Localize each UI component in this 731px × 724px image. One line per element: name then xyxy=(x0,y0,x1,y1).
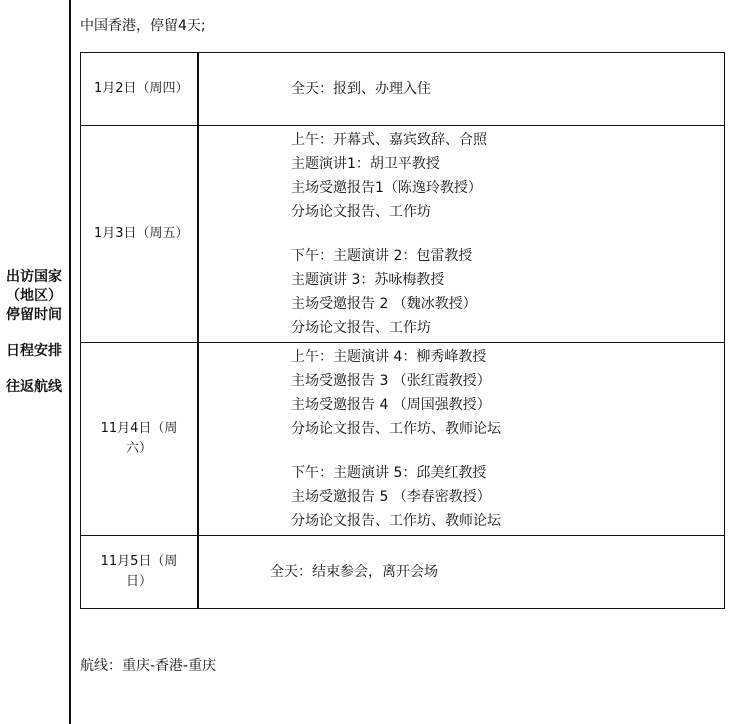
schedule-line: 分场论文报告、工作坊、教师论坛 xyxy=(291,421,501,437)
schedule-line: 主场受邀报告1（陈逸玲教授） xyxy=(291,180,482,196)
table-row xyxy=(81,126,725,343)
schedule-line: 主题演讲 3：苏咏梅教授 xyxy=(291,272,445,288)
date-cell xyxy=(81,53,199,126)
date-cell xyxy=(81,126,199,343)
schedule-line: 下午：主题演讲 5：邱美红教授 xyxy=(291,465,487,481)
content-cell xyxy=(198,536,725,609)
schedule-line: 全天：报到、办理入住 xyxy=(291,81,431,97)
left-label-text xyxy=(4,268,64,414)
label-schedule: 日程安排 xyxy=(6,343,62,359)
schedule-line: 分场论文报告、工作坊、教师论坛 xyxy=(291,513,501,529)
schedule-line: 全天：结束参会，离开会场 xyxy=(270,564,438,580)
schedule-line: 上午：开幕式、嘉宾致辞、合照 xyxy=(291,132,487,148)
date-cell xyxy=(81,536,199,609)
schedule-line: 分场论文报告、工作坊 xyxy=(291,320,431,336)
schedule-line: 主场受邀报告 3 （张红霞教授） xyxy=(291,373,491,389)
content-cell xyxy=(198,343,725,536)
stay-duration-text: 中国香港，停留4天; xyxy=(80,18,206,34)
route-text: 航线：重庆-香港-重庆 xyxy=(80,658,217,674)
date-label: 11月4日（周六） xyxy=(100,421,178,456)
table-row xyxy=(81,53,725,126)
content-cell xyxy=(198,126,725,343)
left-label-column xyxy=(0,0,71,724)
spacer xyxy=(291,441,724,461)
schedule-line: 主场受邀报告 2 （魏冰教授） xyxy=(291,296,477,312)
schedule-table xyxy=(80,52,725,609)
table-row xyxy=(81,536,725,609)
date-label: 1月3日（周五） xyxy=(94,226,189,241)
schedule-line: 主场受邀报告 4 （周国强教授） xyxy=(291,397,491,413)
schedule-line: 分场论文报告、工作坊 xyxy=(291,204,431,220)
label-stay-time: 出访国家（地区）停留时间 xyxy=(6,269,62,323)
date-label: 1月2日（周四） xyxy=(94,81,189,96)
date-cell xyxy=(81,343,199,536)
schedule-line: 主题演讲1：胡卫平教授 xyxy=(291,156,440,172)
schedule-line: 上午：主题演讲 4：柳秀峰教授 xyxy=(291,349,487,365)
schedule-line: 主场受邀报告 5 （李春密教授） xyxy=(291,489,491,505)
schedule-line: 下午：主题演讲 2：包雷教授 xyxy=(291,248,473,264)
spacer xyxy=(291,224,724,244)
table-row xyxy=(81,343,725,536)
label-route: 往返航线 xyxy=(6,379,62,395)
content-cell xyxy=(198,53,725,126)
date-label: 11月5日（周日） xyxy=(100,554,178,589)
